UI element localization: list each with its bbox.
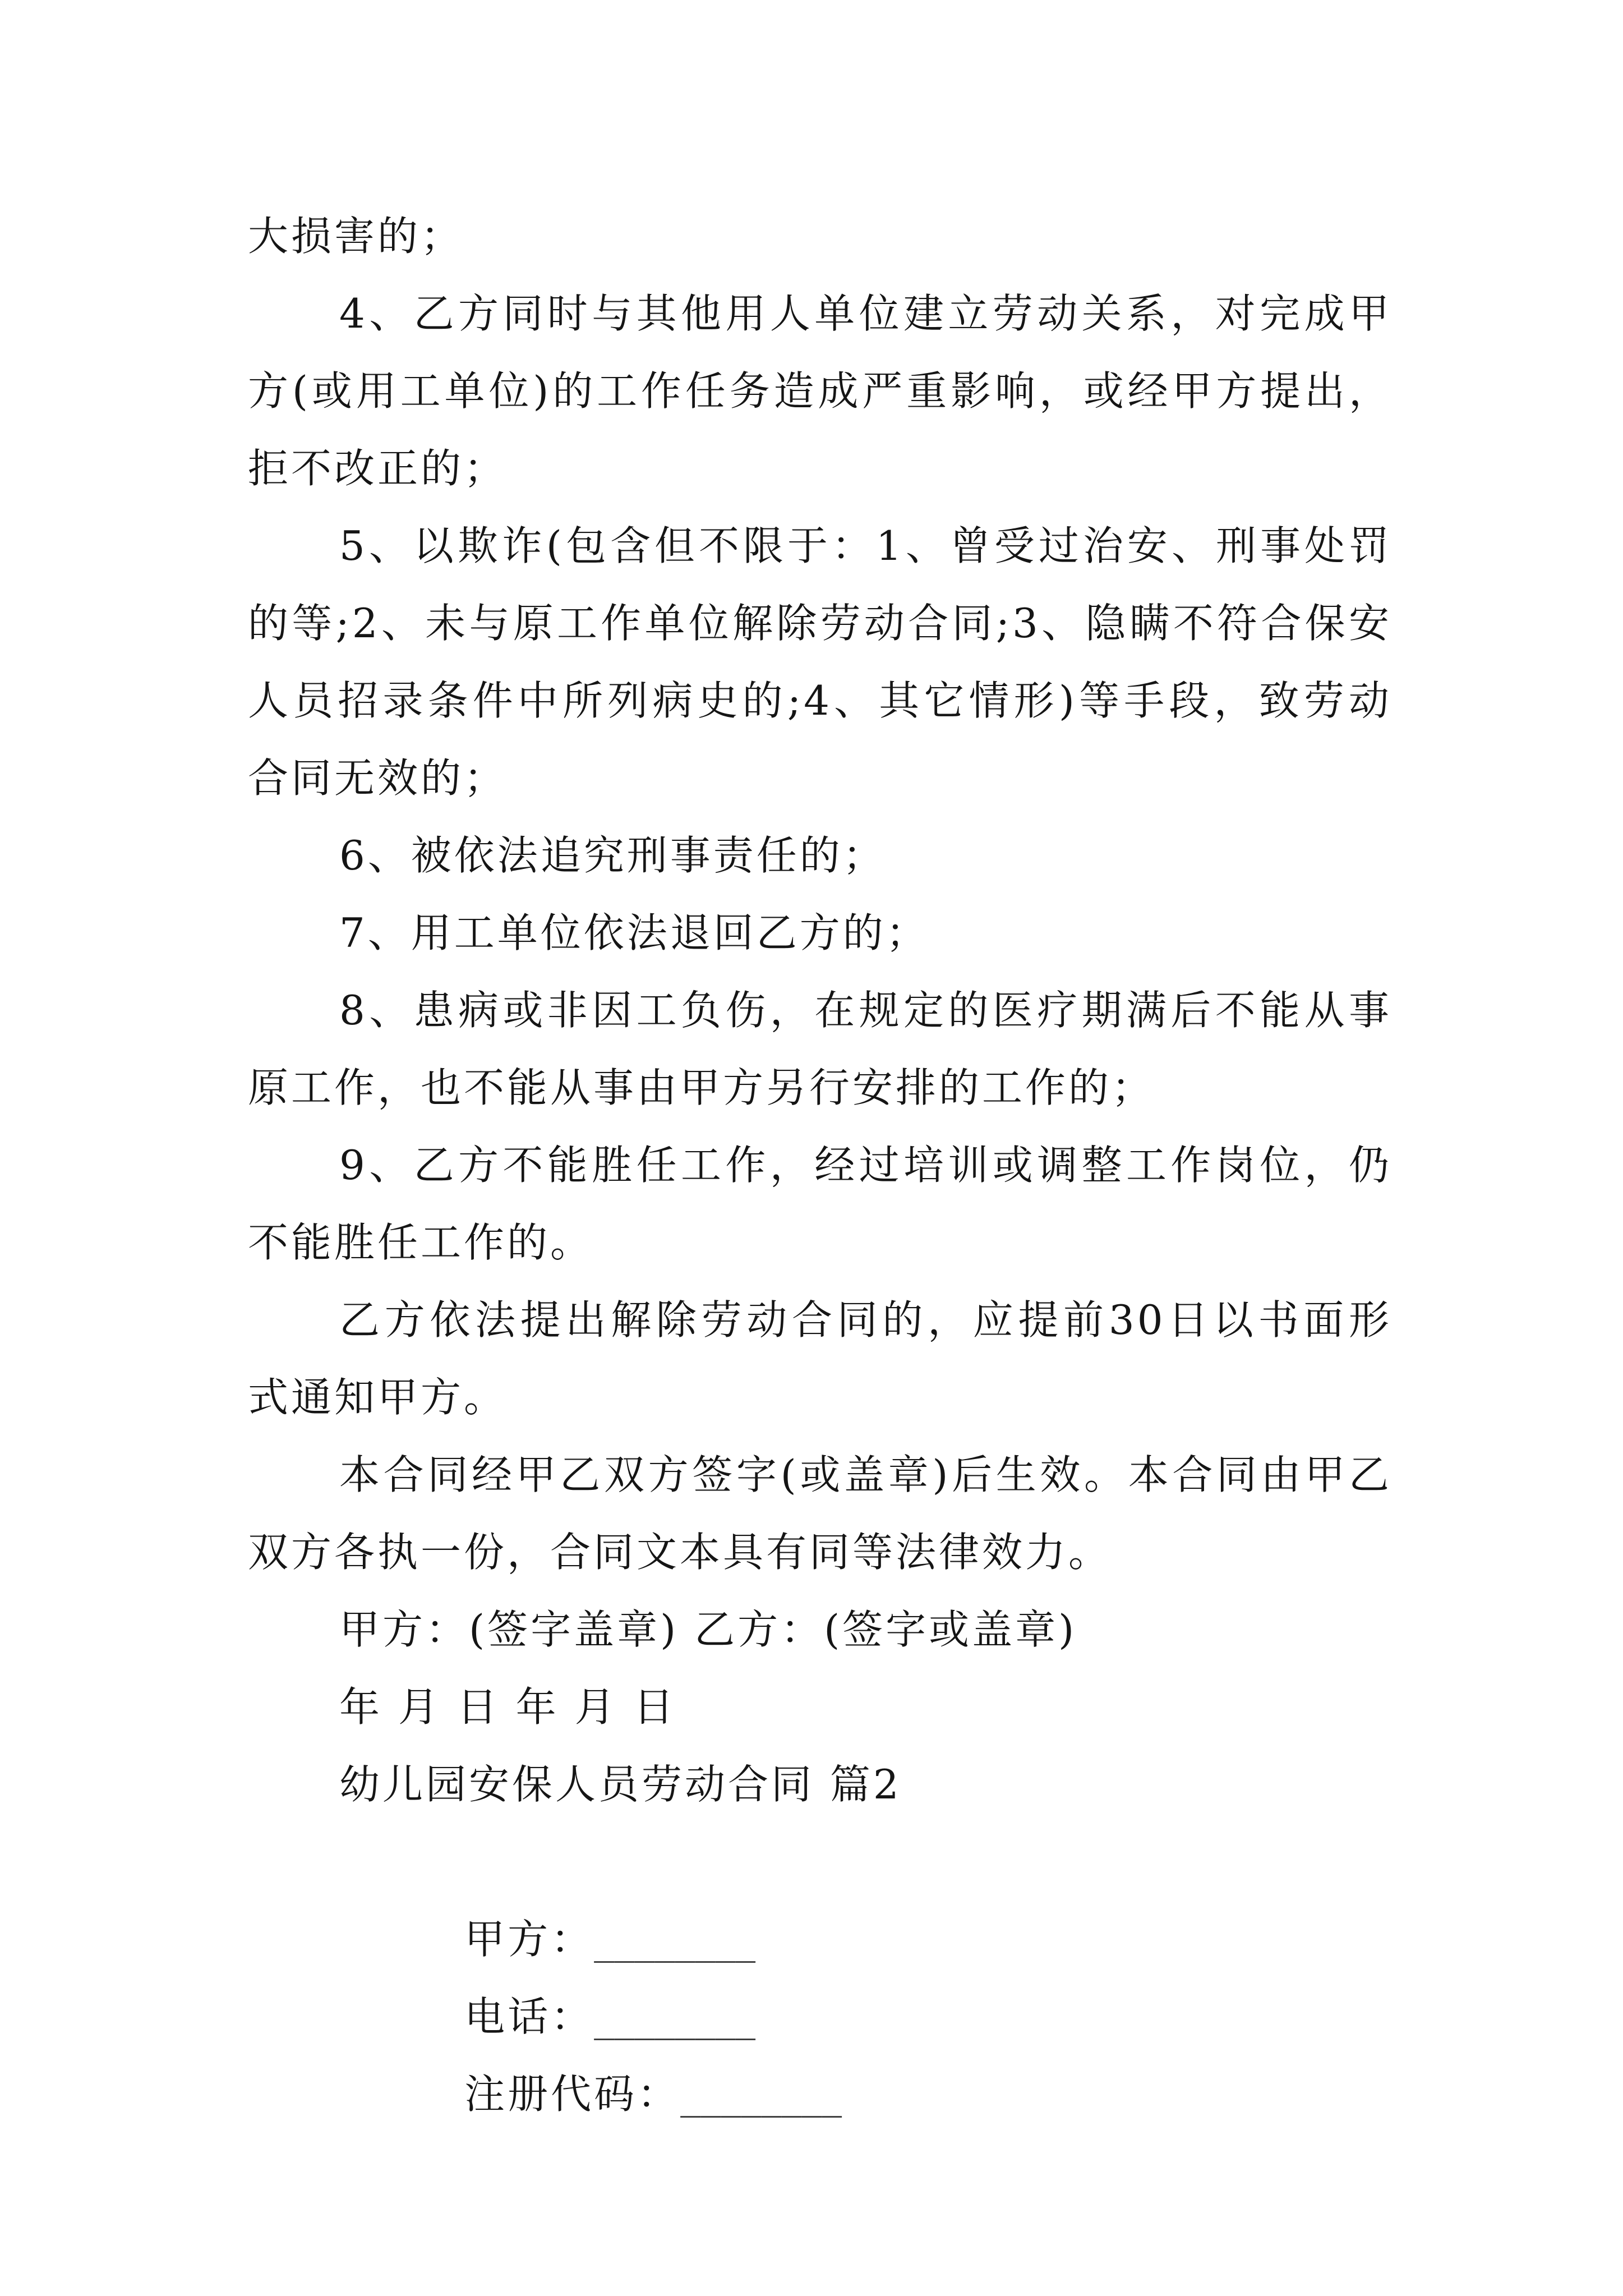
clause-line: 6、被依法追究刑事责任的； <box>339 832 886 879</box>
clause-line: 的等;2、未与原工作单位解除劳动合同;3、隐瞒不符合保安 <box>248 600 1392 647</box>
signature-block <box>248 1591 1392 1746</box>
paragraph-line: 双方各执一份，合同文本具有同等法律效力。 <box>248 1529 1112 1576</box>
clause-9 <box>248 1126 1392 1281</box>
clause-7 <box>248 894 1392 972</box>
field-blank: ________ <box>594 1916 756 1963</box>
clause-line: 4、乙方同时与其他用人单位建立劳动关系，对完成甲 <box>339 290 1392 337</box>
clause-line: 不能胜任工作的。 <box>248 1219 594 1266</box>
field-blank: ________ <box>594 1993 756 2040</box>
effectiveness-paragraph <box>248 1436 1392 1591</box>
next-contract-header <box>248 1746 1392 2118</box>
field-label: 注册代码： <box>464 2070 681 2118</box>
clause-line: 9、乙方不能胜任工作，经过培训或调整工作岗位，仍 <box>339 1142 1392 1189</box>
field-label: 电话： <box>464 1993 594 2040</box>
signature-dates: 年 月 日 年 月 日 <box>339 1683 677 1731</box>
field-label: 甲方： <box>464 1916 594 1963</box>
signature-parties: 甲方：(签字盖章) 乙方：(签字或盖章) <box>339 1606 1077 1653</box>
paragraph-line: 式通知甲方。 <box>248 1374 508 1421</box>
clause-5 <box>248 507 1392 817</box>
clause-4 <box>248 275 1392 507</box>
clause-line: 人员招录条件中所列病史的;4、其它情形)等手段，致劳动 <box>248 677 1392 724</box>
clause-8 <box>248 972 1392 1126</box>
paragraph-line: 乙方依法提出解除劳动合同的，应提前30日以书面形 <box>339 1296 1392 1343</box>
contract-title: 幼儿园安保人员劳动合同 篇2 <box>339 1761 902 1808</box>
resignation-notice-paragraph <box>248 1281 1392 1436</box>
clause-line: 5、以欺诈(包含但不限于：1、曾受过治安、刑事处罚 <box>339 522 1392 569</box>
clause-6 <box>248 817 1392 894</box>
clause-line: 原工作，也不能从事由甲方另行安排的工作的； <box>248 1064 1155 1111</box>
document-body <box>248 197 1392 2118</box>
paragraph-line: 本合同经甲乙双方签字(或盖章)后生效。本合同由甲乙 <box>339 1451 1392 1498</box>
clause-line: 合同无效的； <box>248 754 508 802</box>
clause-line: 大损害的； <box>248 213 464 260</box>
field-blank: ________ <box>680 2070 842 2118</box>
clause-line: 方(或用工单位)的工作任务造成严重影响，或经甲方提出， <box>248 367 1392 415</box>
clause-line: 拒不改正的； <box>248 445 508 492</box>
clause-continuation <box>248 197 1392 275</box>
clause-line: 8、患病或非因工负伤，在规定的医疗期满后不能从事 <box>339 987 1392 1034</box>
clause-line: 7、用工单位依法退回乙方的； <box>339 909 929 956</box>
field-party-a <box>248 1823 1392 1963</box>
